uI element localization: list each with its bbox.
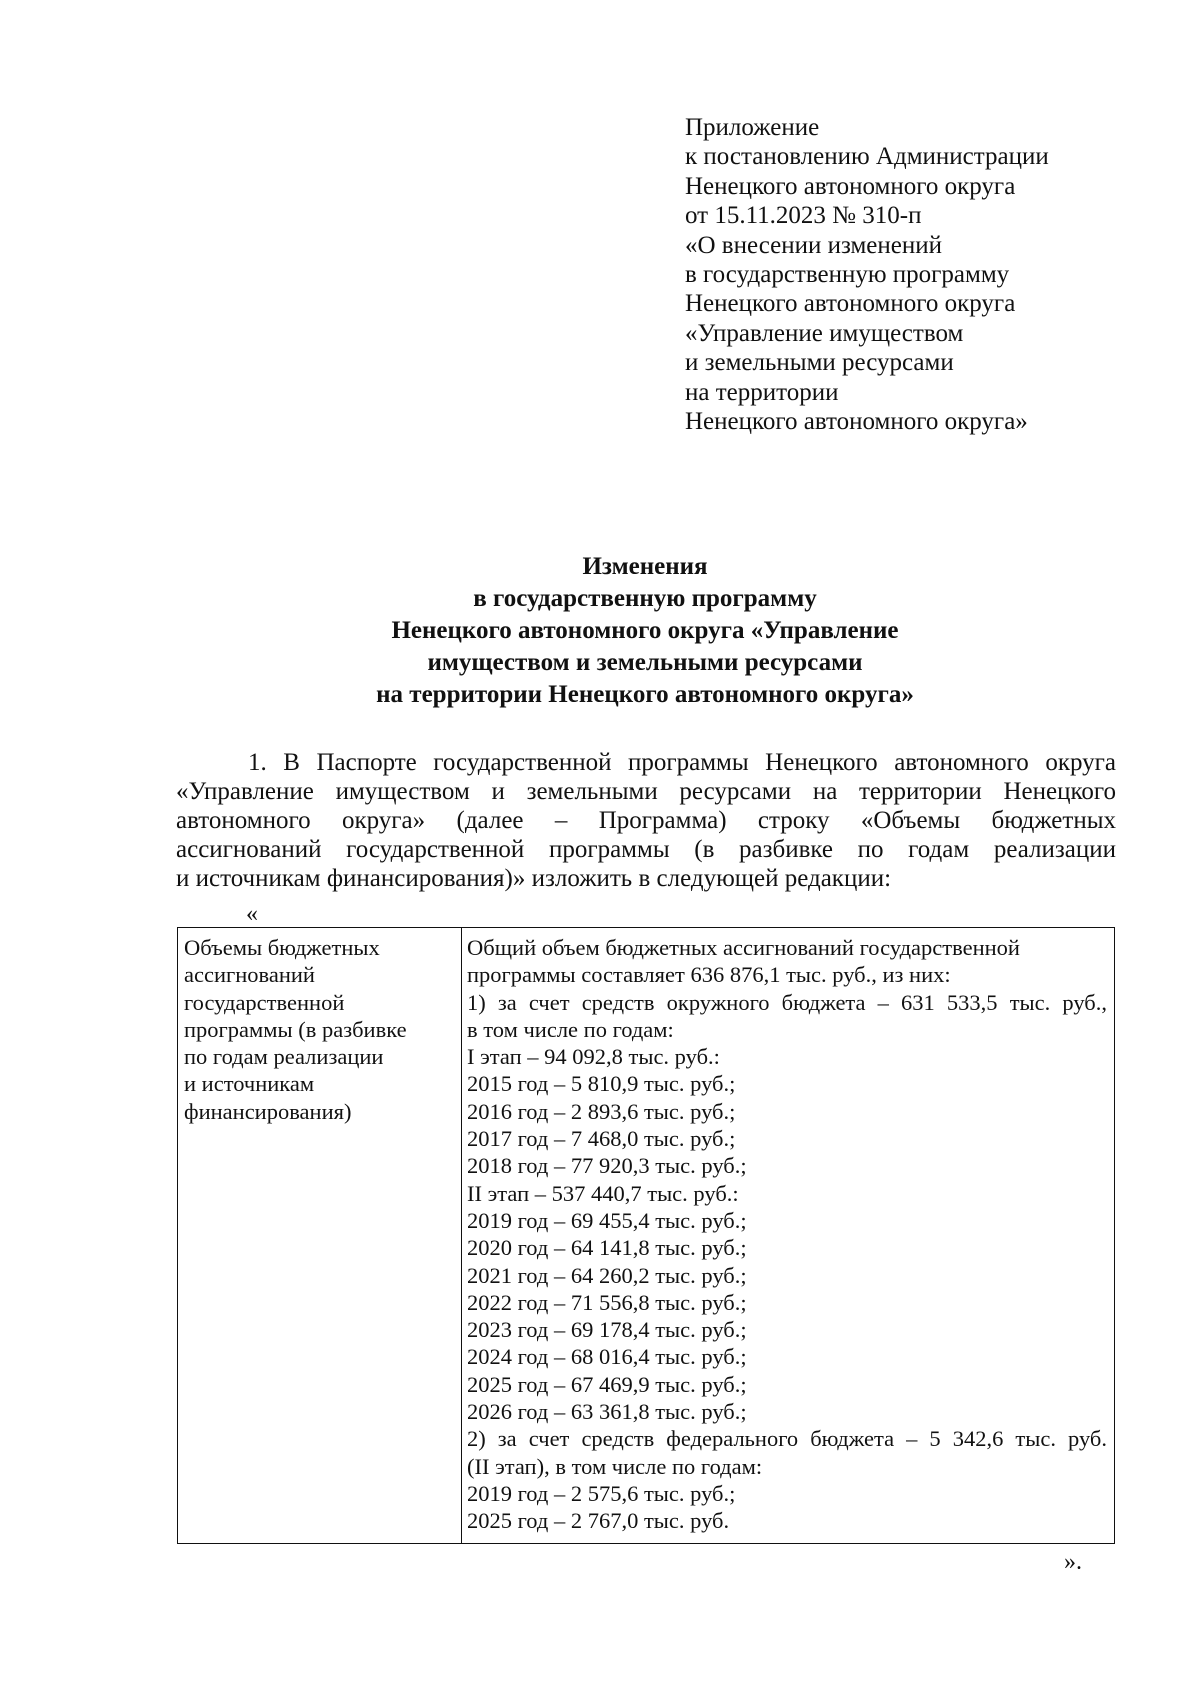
cell-line: государственной xyxy=(184,989,345,1015)
cell-line: II этап – 537 440,7 тыс. руб.: xyxy=(467,1180,739,1206)
opening-quote: « xyxy=(246,901,258,927)
cell-line: по годам реализации xyxy=(184,1044,384,1070)
cell-line: 2015 год – 5 810,9 тыс. руб.; xyxy=(467,1071,736,1097)
document-title xyxy=(0,551,1200,711)
appendix-line: в государственную программу xyxy=(685,261,1010,289)
cell-line: 2016 год – 2 893,6 тыс. руб.; xyxy=(467,1098,736,1124)
paragraph-line: ассигнований государственной программы (в разбивке по годам реализации xyxy=(176,836,1116,863)
body-paragraph xyxy=(176,748,1116,893)
cell-line: I этап – 94 092,8 тыс. руб.: xyxy=(467,1044,720,1070)
cell-line: 2017 год – 7 468,0 тыс. руб.; xyxy=(467,1126,736,1152)
title-line: Ненецкого автономного округа «Управление xyxy=(391,617,899,644)
appendix-line: и земельными ресурсами xyxy=(685,349,954,377)
cell-line: финансирования) xyxy=(184,1098,352,1124)
cell-line: в том числе по годам: xyxy=(467,1016,674,1042)
cell-line: 2020 год – 64 141,8 тыс. руб.; xyxy=(467,1235,747,1261)
paragraph-line: и источникам финансирования)» изложить в следующей редакции: xyxy=(176,865,892,892)
paragraph-line: 1. В Паспорте государственной программы Ненецкого автономного округа xyxy=(248,749,1116,776)
cell-line: 2) за счет средств федерального бюджета – 5 342,6 тыс. руб. xyxy=(467,1426,1107,1452)
appendix-line: к постановлению Администрации xyxy=(685,143,1049,171)
cell-line: 2026 год – 63 361,8 тыс. руб.; xyxy=(467,1399,747,1425)
title-line: имуществом и земельными ресурсами xyxy=(427,649,863,676)
closing-quote: ». xyxy=(1064,1549,1082,1575)
appendix-line: «Управление имуществом xyxy=(685,319,964,347)
cell-line: Объемы бюджетных xyxy=(184,935,380,960)
appendix-line: Ненецкого автономного округа xyxy=(685,290,1016,318)
cell-line: (II этап), в том числе по годам: xyxy=(467,1453,763,1479)
budget-table xyxy=(177,927,1115,1544)
cell-line: программы составляет 636 876,1 тыс. руб., из них: xyxy=(467,962,951,988)
cell-line: 2022 год – 71 556,8 тыс. руб.; xyxy=(467,1289,747,1315)
table-column-divider xyxy=(461,928,462,1543)
appendix-line: Ненецкого автономного округа» xyxy=(685,408,1028,436)
cell-line: 2019 год – 2 575,6 тыс. руб.; xyxy=(467,1480,736,1506)
appendix-line: на территории xyxy=(685,378,839,406)
paragraph-line: автономного округа» (далее – Программа) строку «Объемы бюджетных xyxy=(176,807,1116,834)
appendix-line: Приложение xyxy=(685,114,820,141)
table-cell-row-label xyxy=(184,934,454,1125)
appendix-header xyxy=(685,113,1049,436)
paragraph-line: «Управление имуществом и земельными ресурсами на территории Ненецкого xyxy=(176,778,1116,805)
cell-line: 2021 год – 64 260,2 тыс. руб.; xyxy=(467,1262,747,1288)
cell-line: 2019 год – 69 455,4 тыс. руб.; xyxy=(467,1207,747,1233)
title-line: в государственную программу xyxy=(473,585,817,612)
cell-line: 2023 год – 69 178,4 тыс. руб.; xyxy=(467,1317,747,1343)
cell-line: 2025 год – 67 469,9 тыс. руб.; xyxy=(467,1371,747,1397)
appendix-line: от 15.11.2023 № 310-п xyxy=(685,202,922,230)
cell-line: программы (в разбивке xyxy=(184,1016,407,1042)
title-line: Изменения xyxy=(582,553,708,580)
cell-line: Общий объем бюджетных ассигнований государственной xyxy=(467,935,1020,960)
cell-line: ассигнований xyxy=(184,962,315,988)
appendix-line: «О внесении изменений xyxy=(685,231,943,259)
cell-line: и источникам xyxy=(184,1071,315,1097)
table-cell-row-value xyxy=(467,934,1107,1535)
cell-line: 2025 год – 2 767,0 тыс. руб. xyxy=(467,1508,730,1534)
appendix-line: Ненецкого автономного округа xyxy=(685,172,1016,200)
title-line: на территории Ненецкого автономного округа» xyxy=(376,681,914,708)
cell-line: 2024 год – 68 016,4 тыс. руб.; xyxy=(467,1344,747,1370)
cell-line: 2018 год – 77 920,3 тыс. руб.; xyxy=(467,1153,747,1179)
cell-line: 1) за счет средств окружного бюджета – 631 533,5 тыс. руб., xyxy=(467,989,1107,1015)
